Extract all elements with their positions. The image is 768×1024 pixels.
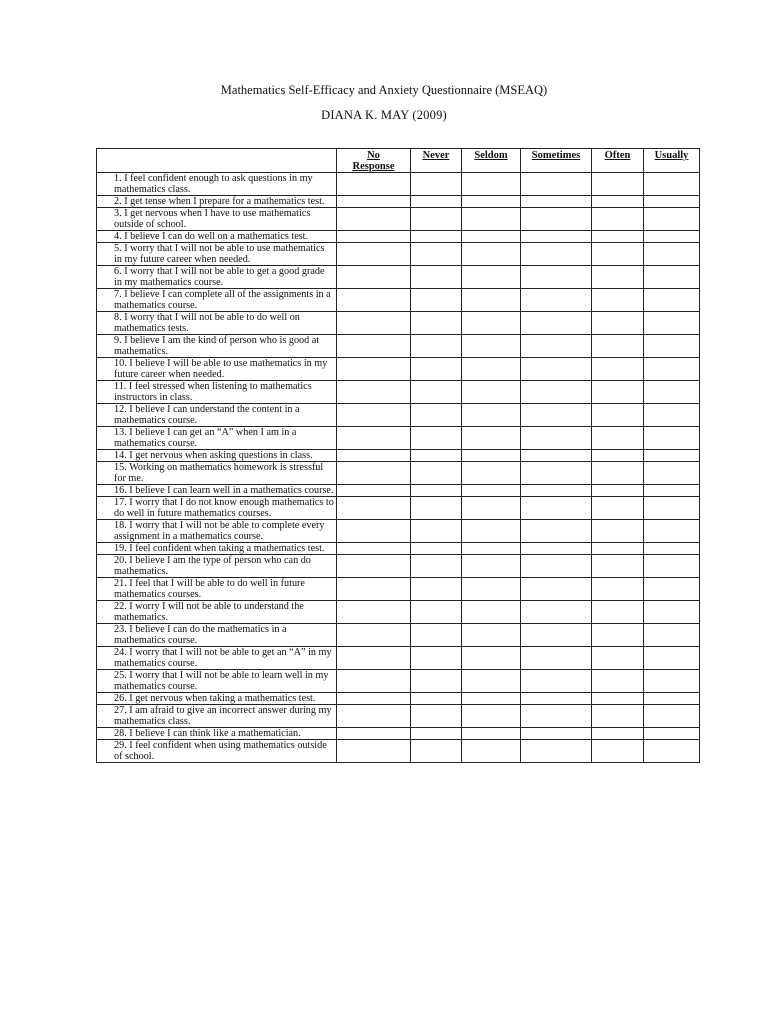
response-cell[interactable] [411,601,462,624]
question-text: 13. I believe I can get an “A” when I am in a mathematics course. [97,427,337,450]
response-cell[interactable] [411,670,462,693]
response-cell[interactable] [411,196,462,208]
response-cell[interactable] [411,427,462,450]
column-header-seldom: Seldom [462,149,521,173]
author-line: DIANA K. MAY (2009) [321,108,447,122]
table-row [97,520,700,543]
response-cell[interactable] [521,578,592,601]
question-text: 8. I worry that I will not be able to do well on mathematics tests. [97,312,337,335]
response-cell[interactable] [411,728,462,740]
table-row [97,705,700,728]
response-cell[interactable] [462,312,521,335]
table-row [97,555,700,578]
response-cell[interactable] [644,289,700,312]
response-cell[interactable] [521,693,592,705]
response-cell[interactable] [337,427,411,450]
table-row [97,289,700,312]
response-cell[interactable] [592,358,644,381]
question-text: 17. I worry that I do not know enough mathematics to do well in future mathematics courses. [97,497,337,520]
response-cell[interactable] [592,693,644,705]
response-cell[interactable] [592,450,644,462]
question-text: 26. I get nervous when taking a mathematics test. [97,693,337,705]
response-cell[interactable] [592,543,644,555]
response-cell[interactable] [592,243,644,266]
response-cell[interactable] [462,624,521,647]
question-text: 6. I worry that I will not be able to get a good grade in my mathematics course. [97,266,337,289]
response-cell[interactable] [592,705,644,728]
table-row [97,231,700,243]
response-cell[interactable] [644,497,700,520]
response-cell[interactable] [462,231,521,243]
response-cell[interactable] [337,647,411,670]
question-text: 10. I believe I will be able to use mathematics in my future career when needed. [97,358,337,381]
response-cell[interactable] [521,670,592,693]
response-cell[interactable] [521,555,592,578]
response-cell[interactable] [337,358,411,381]
response-cell[interactable] [644,705,700,728]
column-header-usually: Usually [644,149,700,173]
response-cell[interactable] [644,624,700,647]
response-cell[interactable] [521,705,592,728]
response-cell[interactable] [337,231,411,243]
response-cell[interactable] [521,208,592,231]
response-cell[interactable] [521,728,592,740]
response-cell[interactable] [337,462,411,485]
response-cell[interactable] [462,740,521,763]
response-cell[interactable] [592,601,644,624]
response-cell[interactable] [644,485,700,497]
response-cell[interactable] [337,705,411,728]
response-cell[interactable] [462,693,521,705]
response-cell[interactable] [644,555,700,578]
response-cell[interactable] [462,208,521,231]
response-cell[interactable] [592,520,644,543]
question-text: 9. I believe I am the kind of person who is good at mathematics. [97,335,337,358]
response-cell[interactable] [644,404,700,427]
response-cell[interactable] [592,462,644,485]
response-cell[interactable] [462,173,521,196]
table-row [97,208,700,231]
response-cell[interactable] [337,196,411,208]
table-row [97,543,700,555]
response-cell[interactable] [644,335,700,358]
column-header-no-response [337,149,411,173]
table-row [97,243,700,266]
response-cell[interactable] [411,497,462,520]
response-cell[interactable] [521,312,592,335]
response-cell[interactable] [462,555,521,578]
response-cell[interactable] [592,173,644,196]
response-cell[interactable] [592,555,644,578]
question-text: 2. I get tense when I prepare for a mathematics test. [97,196,337,208]
response-cell[interactable] [521,543,592,555]
response-cell[interactable] [644,208,700,231]
question-text: 1. I feel confident enough to ask questions in my mathematics class. [97,173,337,196]
response-cell[interactable] [644,543,700,555]
response-cell[interactable] [411,173,462,196]
response-cell[interactable] [411,289,462,312]
response-cell[interactable] [462,670,521,693]
response-cell[interactable] [644,693,700,705]
response-cell[interactable] [644,231,700,243]
question-text: 4. I believe I can do well on a mathematics test. [97,231,337,243]
response-cell[interactable] [337,601,411,624]
response-cell[interactable] [337,404,411,427]
questionnaire-table [96,148,700,763]
response-cell[interactable] [462,728,521,740]
response-cell[interactable] [521,624,592,647]
column-header-line2: Response [352,161,395,172]
response-cell[interactable] [462,705,521,728]
response-cell[interactable] [592,231,644,243]
response-cell[interactable] [644,728,700,740]
response-cell[interactable] [592,381,644,404]
response-cell[interactable] [521,358,592,381]
question-text: 12. I believe I can understand the content in a mathematics course. [97,404,337,427]
response-cell[interactable] [592,196,644,208]
response-cell[interactable] [521,462,592,485]
table-row [97,462,700,485]
response-cell[interactable] [644,196,700,208]
response-cell[interactable] [337,312,411,335]
table-row [97,601,700,624]
response-cell[interactable] [411,520,462,543]
question-text: 25. I worry that I will not be able to learn well in my mathematics course. [97,670,337,693]
response-cell[interactable] [337,335,411,358]
response-cell[interactable] [337,485,411,497]
response-cell[interactable] [462,266,521,289]
response-cell[interactable] [592,266,644,289]
response-cell[interactable] [521,427,592,450]
response-cell[interactable] [462,289,521,312]
response-cell[interactable] [521,381,592,404]
response-cell[interactable] [521,450,592,462]
response-cell[interactable] [462,381,521,404]
question-text: 27. I am afraid to give an incorrect answer during my mathematics class. [97,705,337,728]
response-cell[interactable] [644,647,700,670]
table-row [97,670,700,693]
response-cell[interactable] [462,543,521,555]
response-cell[interactable] [337,243,411,266]
table-row [97,266,700,289]
column-header-often: Often [592,149,644,173]
response-cell[interactable] [462,520,521,543]
response-cell[interactable] [592,208,644,231]
response-cell[interactable] [521,404,592,427]
response-cell[interactable] [521,243,592,266]
response-cell[interactable] [337,693,411,705]
table-row [97,196,700,208]
response-cell[interactable] [411,358,462,381]
response-cell[interactable] [592,427,644,450]
response-cell[interactable] [644,427,700,450]
question-text: 14. I get nervous when asking questions in class. [97,450,337,462]
response-cell[interactable] [592,289,644,312]
response-cell[interactable] [644,520,700,543]
question-text: 15. Working on mathematics homework is stressful for me. [97,462,337,485]
table-row [97,728,700,740]
response-cell[interactable] [592,578,644,601]
response-cell[interactable] [411,740,462,763]
table-row [97,427,700,450]
response-cell[interactable] [337,624,411,647]
response-cell[interactable] [644,358,700,381]
table-row [97,740,700,763]
response-cell[interactable] [411,647,462,670]
response-cell[interactable] [411,231,462,243]
response-cell[interactable] [644,243,700,266]
response-cell[interactable] [462,601,521,624]
table-row [97,335,700,358]
response-cell[interactable] [521,520,592,543]
response-cell[interactable] [337,450,411,462]
response-cell[interactable] [592,740,644,763]
response-cell[interactable] [644,450,700,462]
response-cell[interactable] [521,740,592,763]
question-text: 24. I worry that I will not be able to get an “A” in my mathematics course. [97,647,337,670]
response-cell[interactable] [592,312,644,335]
response-cell[interactable] [337,520,411,543]
questionnaire-body [97,173,700,763]
response-cell[interactable] [592,485,644,497]
response-cell[interactable] [592,404,644,427]
response-cell[interactable] [521,335,592,358]
response-cell[interactable] [411,312,462,335]
response-cell[interactable] [337,497,411,520]
response-cell[interactable] [521,173,592,196]
column-header-never: Never [411,149,462,173]
question-text: 5. I worry that I will not be able to use mathematics in my future career when needed. [97,243,337,266]
response-cell[interactable] [411,705,462,728]
response-cell[interactable] [411,381,462,404]
response-cell[interactable] [644,740,700,763]
response-cell[interactable] [521,196,592,208]
question-text: 21. I feel that I will be able to do well in future mathematics courses. [97,578,337,601]
response-cell[interactable] [521,601,592,624]
response-cell[interactable] [462,578,521,601]
response-cell[interactable] [337,173,411,196]
response-cell[interactable] [644,312,700,335]
response-cell[interactable] [411,543,462,555]
table-row [97,173,700,196]
table-row [97,450,700,462]
response-cell[interactable] [592,728,644,740]
question-text: 23. I believe I can do the mathematics in a mathematics course. [97,624,337,647]
question-text: 3. I get nervous when I have to use mathematics outside of school. [97,208,337,231]
response-cell[interactable] [462,196,521,208]
table-row [97,381,700,404]
response-cell[interactable] [462,485,521,497]
question-text: 16. I believe I can learn well in a mathematics course. [97,485,337,497]
response-cell[interactable] [337,266,411,289]
table-row [97,624,700,647]
response-cell[interactable] [592,497,644,520]
question-text: 20. I believe I am the type of person who can do mathematics. [97,555,337,578]
response-cell[interactable] [411,485,462,497]
response-cell[interactable] [411,404,462,427]
response-cell[interactable] [592,335,644,358]
response-cell[interactable] [411,555,462,578]
response-cell[interactable] [521,266,592,289]
response-cell[interactable] [644,601,700,624]
question-text: 19. I feel confident when taking a mathematics test. [97,543,337,555]
response-cell[interactable] [521,231,592,243]
response-cell[interactable] [337,578,411,601]
table-row [97,404,700,427]
response-cell[interactable] [644,462,700,485]
table-row [97,647,700,670]
response-cell[interactable] [411,693,462,705]
response-cell[interactable] [521,497,592,520]
question-text: 7. I believe I can complete all of the assignments in a mathematics course. [97,289,337,312]
response-cell[interactable] [644,266,700,289]
question-text: 18. I worry that I will not be able to complete every assignment in a mathematics course. [97,520,337,543]
response-cell[interactable] [462,427,521,450]
response-cell[interactable] [462,358,521,381]
response-cell[interactable] [644,578,700,601]
response-cell[interactable] [592,670,644,693]
response-cell[interactable] [337,289,411,312]
response-cell[interactable] [411,624,462,647]
question-text: 29. I feel confident when using mathematics outside of school. [97,740,337,763]
response-cell[interactable] [462,450,521,462]
response-cell[interactable] [592,624,644,647]
response-cell[interactable] [411,208,462,231]
column-header-sometimes: Sometimes [521,149,592,173]
response-cell[interactable] [337,555,411,578]
response-cell[interactable] [521,289,592,312]
response-cell[interactable] [411,335,462,358]
table-row [97,578,700,601]
response-cell[interactable] [521,485,592,497]
table-row [97,485,700,497]
response-cell[interactable] [337,740,411,763]
document-title: Mathematics Self-Efficacy and Anxiety Questionnaire (MSEAQ) [220,83,548,97]
table-row [97,497,700,520]
response-cell[interactable] [644,173,700,196]
column-header-line1: No [367,150,380,161]
response-cell[interactable] [411,266,462,289]
response-cell[interactable] [337,670,411,693]
response-cell[interactable] [337,543,411,555]
response-cell[interactable] [411,243,462,266]
response-cell[interactable] [462,404,521,427]
question-text: 28. I believe I can think like a mathematician. [97,728,337,740]
response-cell[interactable] [462,243,521,266]
table-row [97,693,700,705]
header-row [97,149,700,173]
question-text: 22. I worry I will not be able to understand the mathematics. [97,601,337,624]
response-cell[interactable] [592,647,644,670]
response-cell[interactable] [521,647,592,670]
table-row [97,312,700,335]
response-cell[interactable] [644,670,700,693]
response-cell[interactable] [411,462,462,485]
response-cell[interactable] [337,728,411,740]
response-cell[interactable] [462,497,521,520]
response-cell[interactable] [411,578,462,601]
response-cell[interactable] [462,335,521,358]
response-cell[interactable] [644,381,700,404]
response-cell[interactable] [462,647,521,670]
question-text: 11. I feel stressed when listening to mathematics instructors in class. [97,381,337,404]
response-cell[interactable] [337,208,411,231]
response-cell[interactable] [411,450,462,462]
response-cell[interactable] [337,381,411,404]
item-column-header [97,149,337,173]
table-row [97,358,700,381]
response-cell[interactable] [462,462,521,485]
